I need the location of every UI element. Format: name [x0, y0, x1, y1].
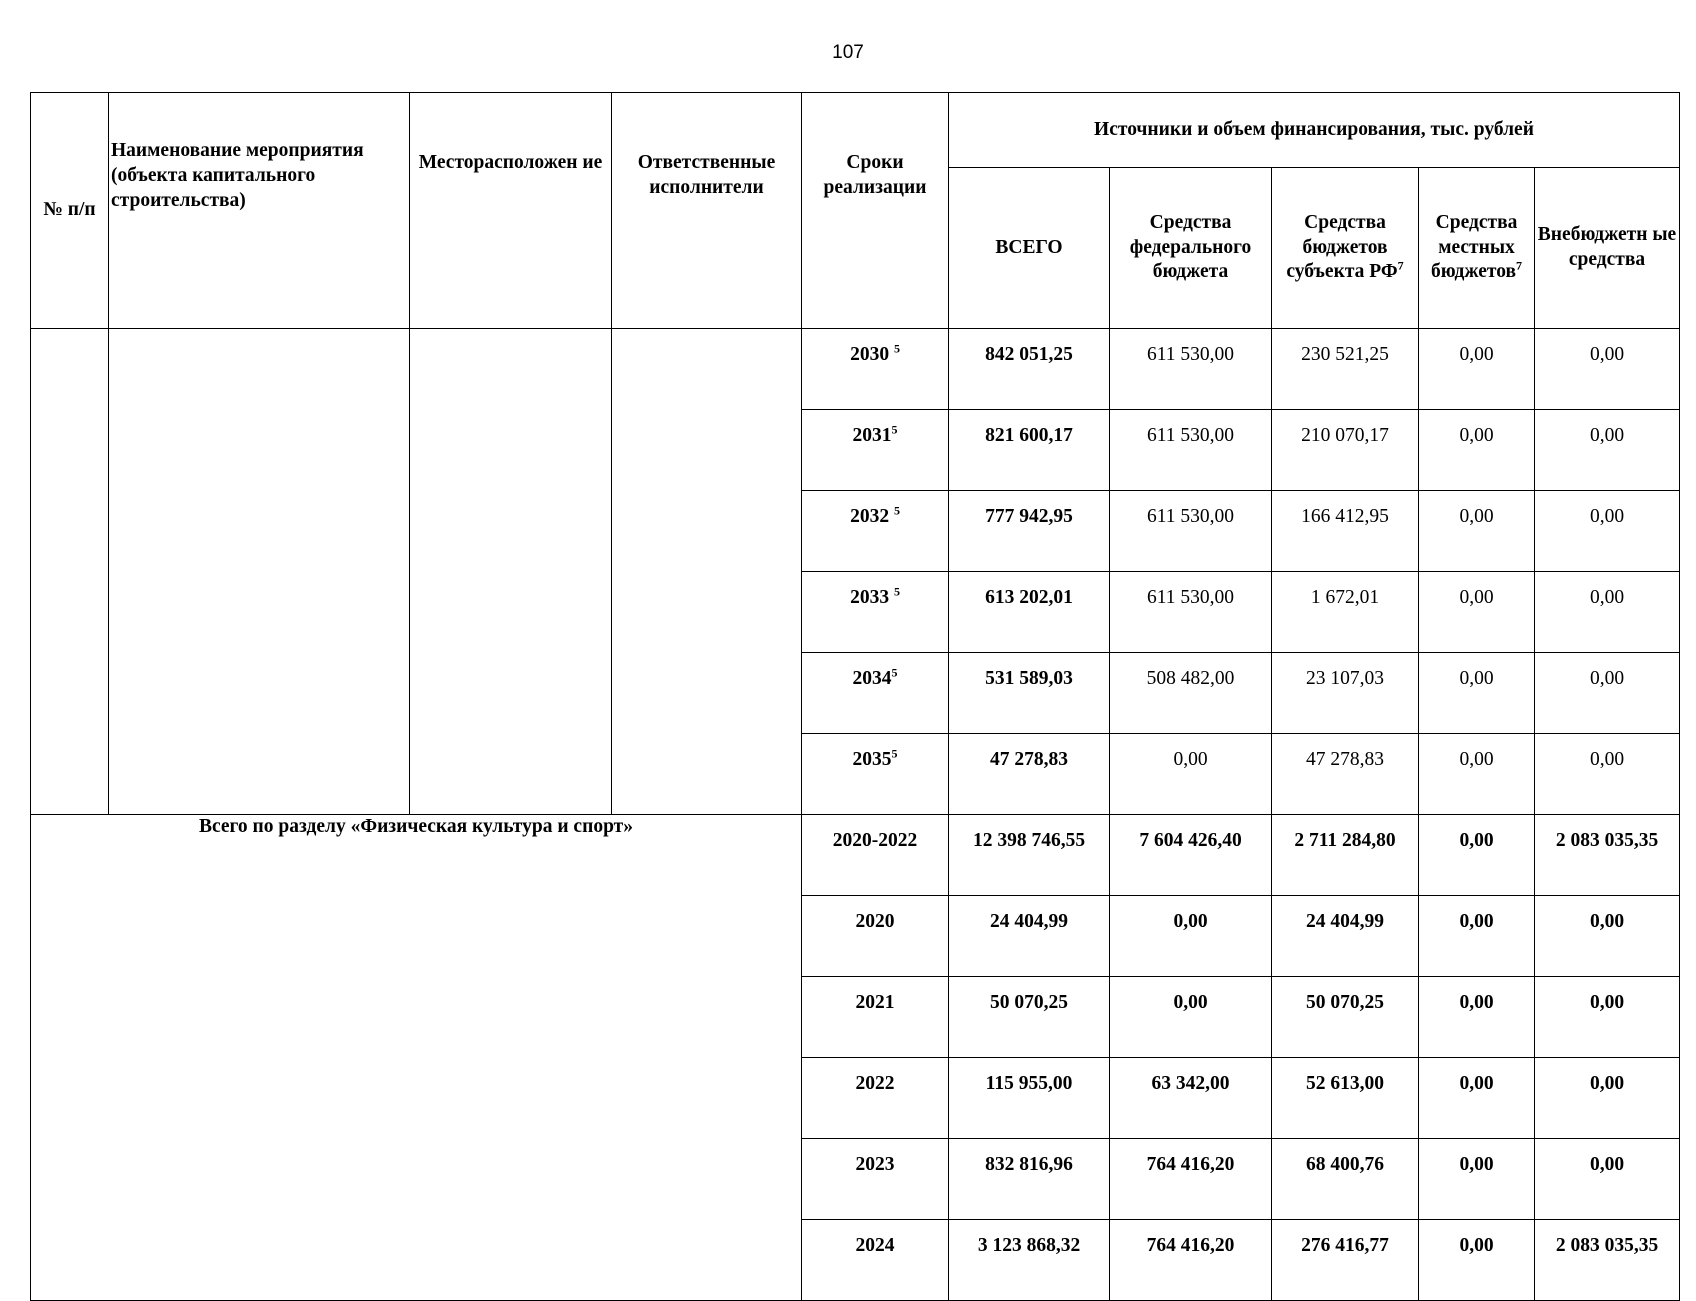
cell-subject: 52 613,00: [1272, 1058, 1419, 1139]
cell-subject: 210 070,17: [1272, 410, 1419, 491]
year-footnote: 5: [893, 584, 900, 599]
cell-year: [802, 572, 949, 653]
cell-subject: 166 412,95: [1272, 491, 1419, 572]
year-text: 2035: [852, 749, 892, 770]
cell-subject: 24 404,99: [1272, 896, 1419, 977]
cell-year: 2023: [802, 1139, 949, 1220]
cell-local: 0,00: [1419, 491, 1535, 572]
header-local: [1419, 168, 1535, 329]
cell-subject: 47 278,83: [1272, 734, 1419, 815]
cell-federal: 0,00: [1110, 734, 1272, 815]
year-footnote: 5: [891, 422, 898, 437]
cell-num-empty: [31, 329, 109, 815]
year-text: 2030: [850, 344, 894, 365]
cell-federal: 764 416,20: [1110, 1220, 1272, 1301]
cell-total: 613 202,01: [949, 572, 1110, 653]
cell-extra: 2 083 035,35: [1535, 815, 1680, 896]
cell-extra: 0,00: [1535, 329, 1680, 410]
cell-local: 0,00: [1419, 329, 1535, 410]
cell-local: 0,00: [1419, 653, 1535, 734]
year-text: 2031: [852, 425, 892, 446]
year-footnote: 5: [893, 341, 900, 356]
cell-year: 2022: [802, 1058, 949, 1139]
cell-total: 777 942,95: [949, 491, 1110, 572]
header-total: ВСЕГО: [949, 168, 1110, 329]
cell-federal: 0,00: [1110, 896, 1272, 977]
cell-total: 832 816,96: [949, 1139, 1110, 1220]
cell-extra: 0,00: [1535, 1058, 1680, 1139]
year-footnote: 5: [891, 665, 898, 680]
cell-federal: 611 530,00: [1110, 491, 1272, 572]
header-subject-text: Средства бюджетов субъекта РФ: [1286, 211, 1398, 283]
cell-local: 0,00: [1419, 815, 1535, 896]
header-num: № п/п: [31, 93, 109, 329]
cell-subject: 23 107,03: [1272, 653, 1419, 734]
cell-total: 842 051,25: [949, 329, 1110, 410]
cell-total: 47 278,83: [949, 734, 1110, 815]
cell-subject: 50 070,25: [1272, 977, 1419, 1058]
cell-year: 2021: [802, 977, 949, 1058]
cell-extra: 0,00: [1535, 896, 1680, 977]
cell-total: 531 589,03: [949, 653, 1110, 734]
header-name: Наименование мероприятия (объекта капитального строительства): [109, 93, 410, 329]
table-row: [31, 815, 1680, 896]
cell-extra: 0,00: [1535, 1139, 1680, 1220]
header-responsible: Ответственные исполнители: [612, 93, 802, 329]
page-number: 107: [832, 42, 864, 63]
financing-table: [30, 92, 1680, 1301]
cell-federal: 63 342,00: [1110, 1058, 1272, 1139]
cell-federal: 0,00: [1110, 977, 1272, 1058]
cell-extra: 0,00: [1535, 491, 1680, 572]
cell-local: 0,00: [1419, 734, 1535, 815]
cell-local: 0,00: [1419, 1220, 1535, 1301]
cell-federal: 611 530,00: [1110, 572, 1272, 653]
header-subject-sup: 7: [1397, 258, 1404, 273]
cell-total: 3 123 868,32: [949, 1220, 1110, 1301]
cell-local: 0,00: [1419, 896, 1535, 977]
cell-local: 0,00: [1419, 977, 1535, 1058]
cell-year: [802, 410, 949, 491]
cell-subject: 276 416,77: [1272, 1220, 1419, 1301]
table-row: [31, 329, 1680, 410]
cell-federal: 611 530,00: [1110, 410, 1272, 491]
cell-subject: 68 400,76: [1272, 1139, 1419, 1220]
cell-year: 2020: [802, 896, 949, 977]
header-extra: Внебюджетн ые средства: [1535, 168, 1680, 329]
cell-local: 0,00: [1419, 1058, 1535, 1139]
year-text: 2034: [852, 668, 892, 689]
cell-extra: 0,00: [1535, 977, 1680, 1058]
cell-federal: 764 416,20: [1110, 1139, 1272, 1220]
year-text: 2032: [850, 506, 894, 527]
header-sources: Источники и объем финансирования, тыс. рублей: [949, 93, 1680, 168]
header-location: Месторасположен ие: [410, 93, 612, 329]
cell-subject: 2 711 284,80: [1272, 815, 1419, 896]
cell-extra: 0,00: [1535, 410, 1680, 491]
cell-year: [802, 734, 949, 815]
cell-extra: 0,00: [1535, 653, 1680, 734]
cell-year: [802, 329, 949, 410]
cell-total: 24 404,99: [949, 896, 1110, 977]
cell-responsible-empty: [612, 329, 802, 815]
cell-extra: 2 083 035,35: [1535, 1220, 1680, 1301]
cell-name-empty: [109, 329, 410, 815]
cell-total: 821 600,17: [949, 410, 1110, 491]
cell-total: 12 398 746,55: [949, 815, 1110, 896]
cell-extra: 0,00: [1535, 572, 1680, 653]
cell-year: 2024: [802, 1220, 949, 1301]
cell-year: [802, 491, 949, 572]
cell-local: 0,00: [1419, 1139, 1535, 1220]
section-total-label: Всего по разделу «Физическая культура и спорт»: [31, 815, 802, 1301]
cell-location-empty: [410, 329, 612, 815]
header-terms: Сроки реализации: [802, 93, 949, 329]
year-footnote: 5: [893, 503, 900, 518]
header-local-text: Средства местных бюджетов: [1430, 211, 1518, 283]
cell-subject: 230 521,25: [1272, 329, 1419, 410]
cell-year: 2020-2022: [802, 815, 949, 896]
cell-federal: 7 604 426,40: [1110, 815, 1272, 896]
cell-extra: 0,00: [1535, 734, 1680, 815]
cell-year: [802, 653, 949, 734]
cell-federal: 508 482,00: [1110, 653, 1272, 734]
cell-total: 115 955,00: [949, 1058, 1110, 1139]
cell-subject: 1 672,01: [1272, 572, 1419, 653]
cell-federal: 611 530,00: [1110, 329, 1272, 410]
header-local-sup: 7: [1516, 258, 1523, 273]
year-text: 2033: [850, 587, 894, 608]
year-footnote: 5: [891, 746, 898, 761]
cell-total: 50 070,25: [949, 977, 1110, 1058]
cell-local: 0,00: [1419, 410, 1535, 491]
header-subject: [1272, 168, 1419, 329]
header-federal: Средства федерального бюджета: [1110, 168, 1272, 329]
header-row-1: [31, 93, 1680, 168]
cell-local: 0,00: [1419, 572, 1535, 653]
